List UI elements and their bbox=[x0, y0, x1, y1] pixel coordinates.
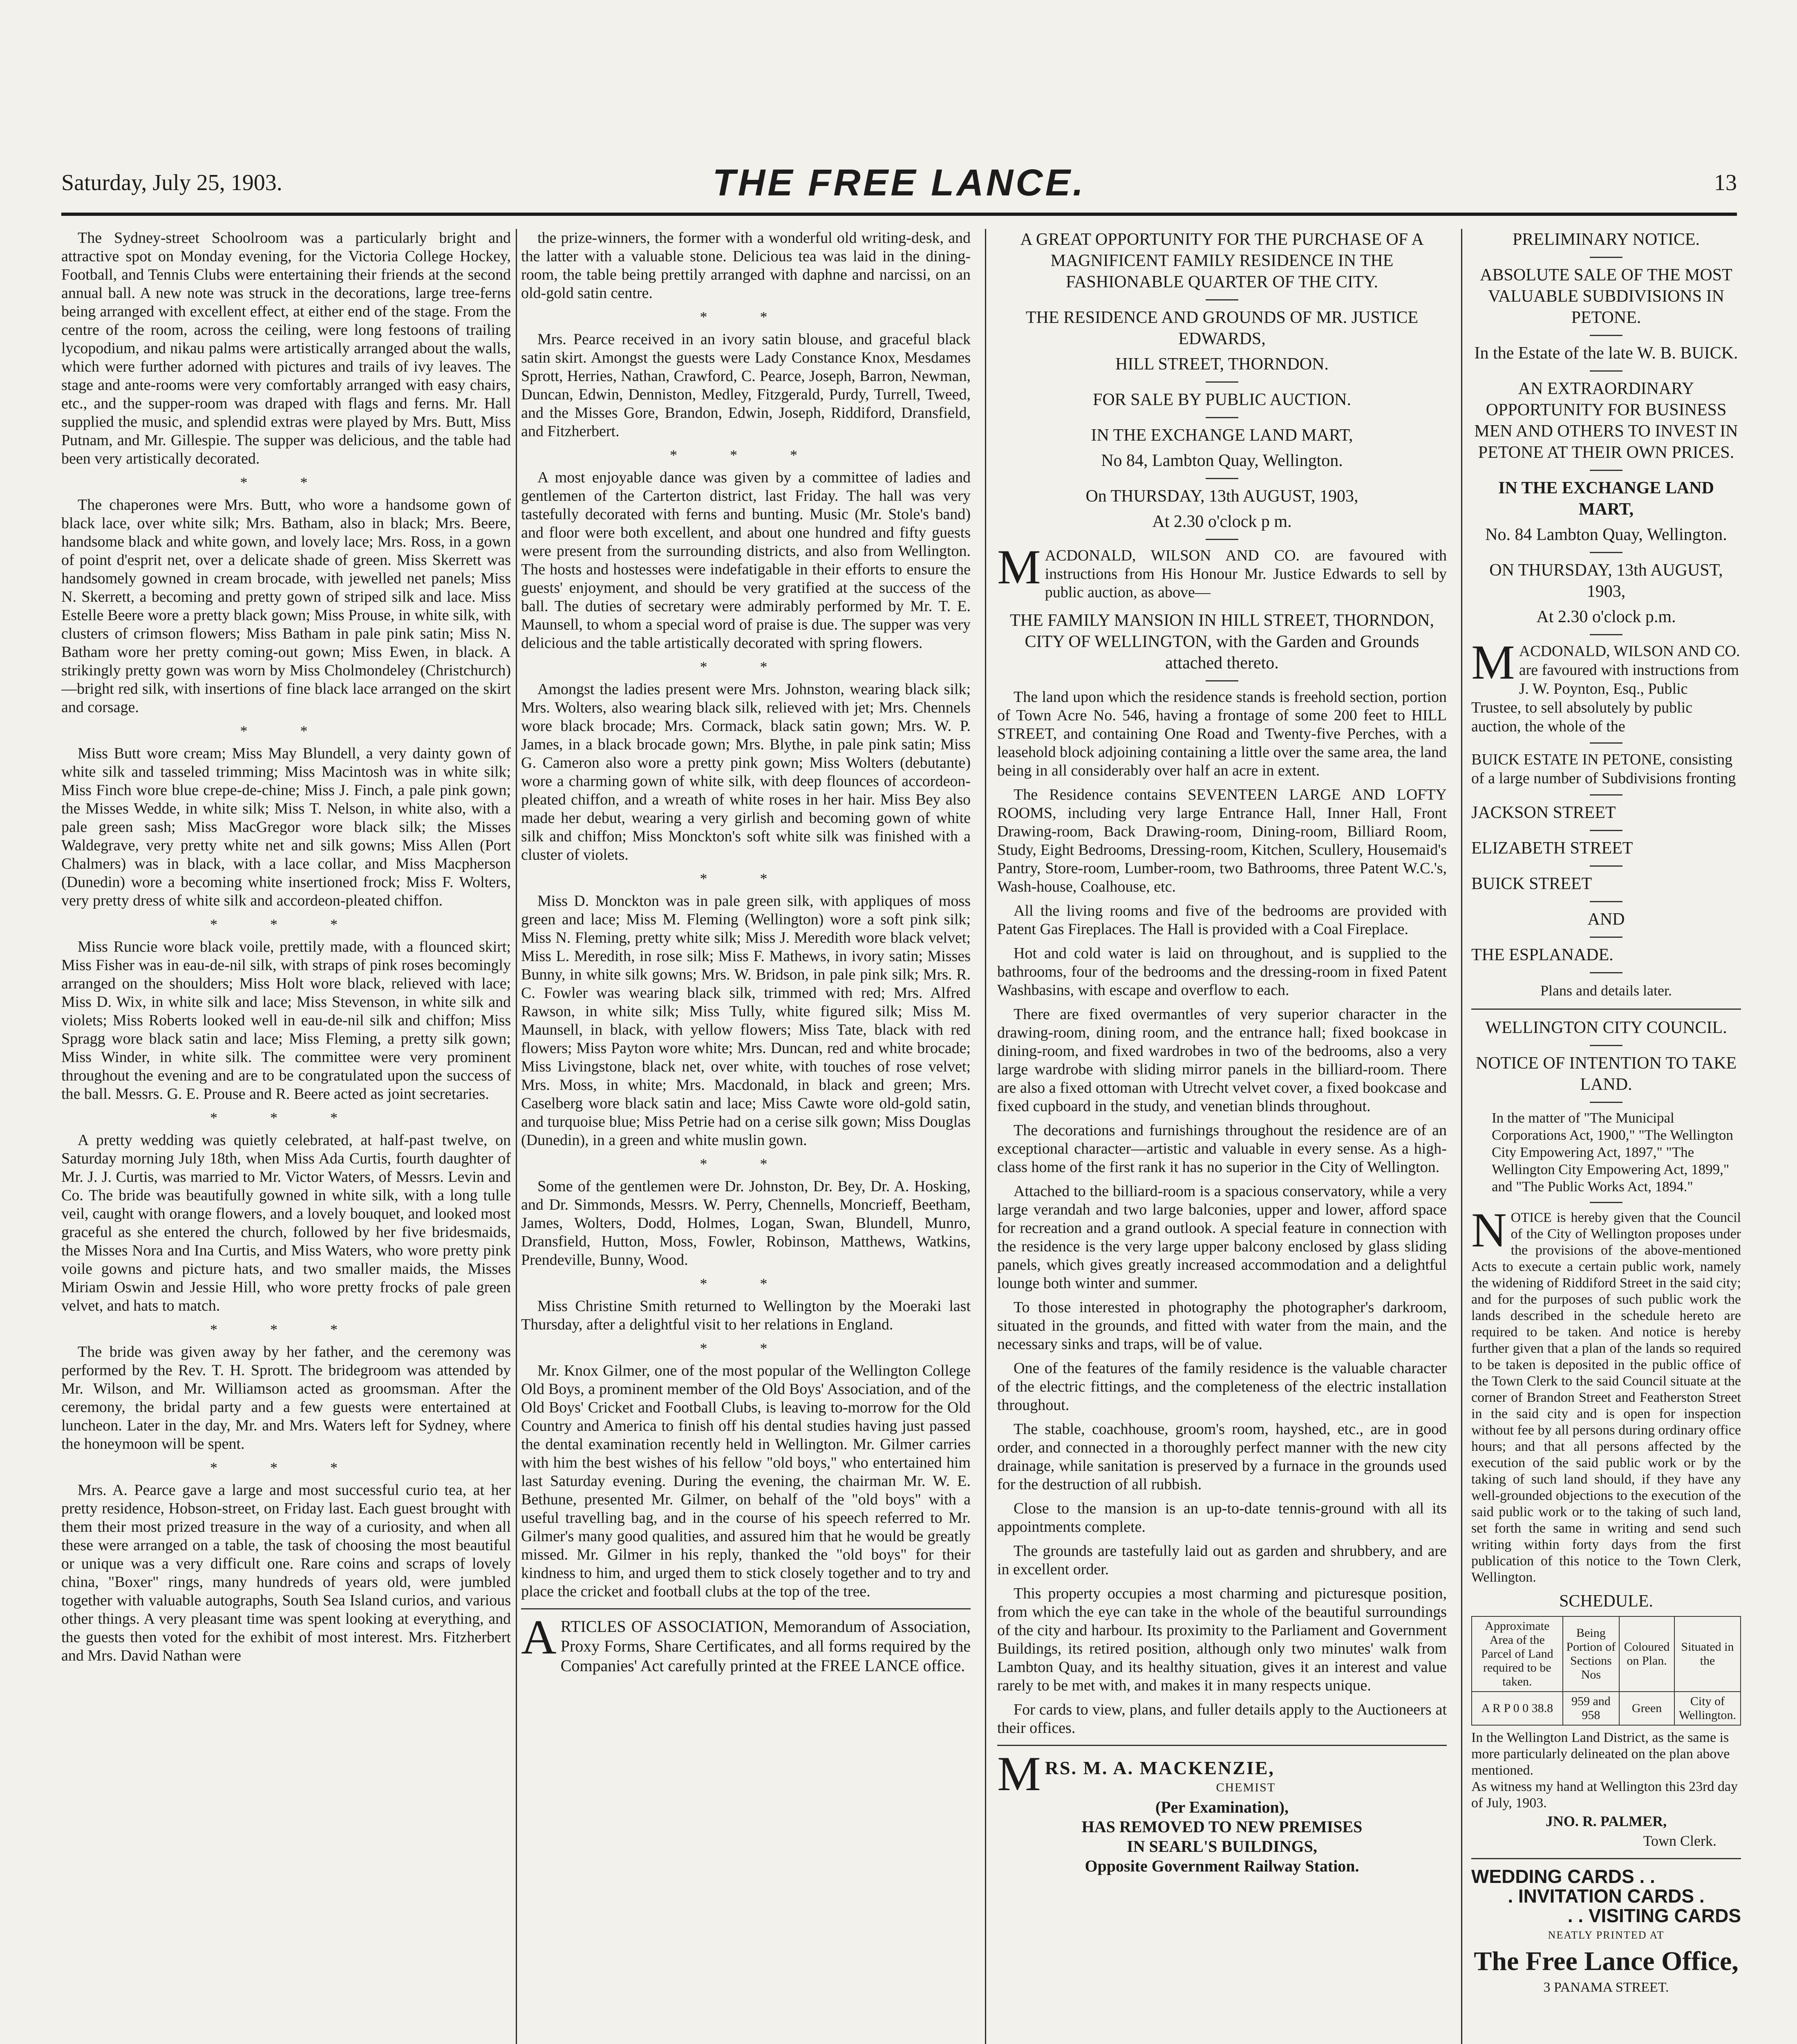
sale-time: At 2.30 o'clock p.m. bbox=[1536, 607, 1676, 626]
auction-paragraph: One of the features of the family residence is the valuable character of the electric fittings, and the completeness of the electric installation throughout. bbox=[997, 1360, 1447, 1414]
masthead bbox=[61, 161, 1737, 206]
chemist-name: RS. M. A. MACKENZIE, bbox=[1045, 1757, 1275, 1778]
chemist-building: IN SEARL'S BUILDINGS, bbox=[1127, 1837, 1317, 1856]
opportunity: AN EXTRAORDINARY OPPORTUNITY FOR BUSINESS MEN AND OTHERS TO INVEST IN PETONE AT THEIR OWN PRICES. bbox=[1474, 379, 1738, 462]
wedding-cards: WEDDING CARDS . . bbox=[1471, 1866, 1655, 1887]
column-divider bbox=[985, 229, 986, 2044]
article-paragraph: Mr. Knox Gilmer, one of the most popular of the Wellington College Old Boys, a prominent member of the Old Boys' Association, and of the Old Boys' Cricket and Football Clubs, is leaving to-morrow for the Old Country and America to finish off his dental studies having just passed the dental examination recently held in Wellington. Mr. Gilmer carries with him the best wishes of his fellow "old boys," who entertained him last Saturday evening. During the evening, the chairman Mr. W. E. Bethune, presented Mr. Gilmer, on behalf of the "old boys" with a useful travelling bag, and in the course of his speech referred to Mr. Gilmer's many good qualities, and assured him that he would be greatly missed. Mr. Gilmer in his reply, thanked the "old boys" for their kindness to him, and urged them to stick closely together and to try and place the cricket and football clubs at the top of the tree. bbox=[521, 1362, 971, 1600]
auction-paragraph: The grounds are tastefully laid out as garden and shrubbery, and are in excellent order. bbox=[997, 1542, 1447, 1578]
chemist-role: CHEMIST bbox=[1216, 1781, 1276, 1794]
table-header: Being Portion of Sections Nos bbox=[1563, 1616, 1620, 1692]
section-separator: * * * bbox=[210, 1459, 362, 1476]
notice-text: OTICE is hereby given that the Council of the City of Wellington proposes under the provisions of the above-mentioned Acts to execute a certain public work, namely the widening of Riddiford Street in the said city; and for the purposes of such public work the lands described in the schedule hereto are required to be taken. And notice is hereby further given that a plan of the lands so required to be taken is deposited in the public office of the Town Clerk to the said Council situate at the corner of Brandon Street and Featherston Street in the said city and is open for inspection without fee by all persons during ordinary office hours; and that all persons affected by the execution of the said public work or by the taking of such land should, if they have any well-grounded objections to the execution of the said public work or to the taking of such land, set forth the same in writing and send such writing within forty days from the first publication of this notice to the Town Clerk, Wellington. bbox=[1471, 1210, 1741, 1585]
acts-matter: In the matter of "The Municipal Corporations Act, 1900," "The Wellington City Empowering Act, 1897," "The Wellington City Empowering Act, 1899," and "The Public Works Act, 1894." bbox=[1492, 1110, 1733, 1195]
article-paragraph: The Sydney-street Schoolroom was a particularly bright and attractive spot on Monday evening, for the Victoria College Hockey, Football, and Tennis Clubs were entertaining their friends at the second annual ball. A new note was struck in the decorations, large tree-ferns being arranged with excellent effect, at either end of the stage. From the centre of the room, across the ceiling, were long festoons of trailing lycopodium, and nikau palms were artistically arranged about the walls, which were further adorned with pictures and trails of ivy leaves. The stage and ante-rooms were very comfortably arranged with easy chairs, etc., and the supper-room was draped with flags and ferns. Mr. Hall supplied the music, and splendid extras were played by Mrs. Butt, Miss Putnam, and Mr. Gillespie. The supper was delicious, and the table had been very artistically decorated. bbox=[61, 229, 511, 467]
intro-text: ACDONALD, WILSON AND CO. are favoured with instructions from His Honour Mr. Justice Edwards to sell by public auction, as above— bbox=[1045, 547, 1447, 601]
column-divider bbox=[1461, 229, 1462, 2044]
table-header: Approximate Area of the Parcel of Land required to be taken. bbox=[1472, 1616, 1563, 1692]
street-item: BUICK STREET bbox=[1471, 874, 1592, 893]
table-cell: A R P 0 0 38.8 bbox=[1472, 1692, 1563, 1725]
newspaper-title: THE FREE LANCE. bbox=[712, 162, 1086, 204]
auction-address: No 84, Lambton Quay, Wellington. bbox=[1101, 451, 1343, 470]
column-divider bbox=[516, 229, 517, 2044]
dash bbox=[1206, 299, 1238, 300]
auction-date: On THURSDAY, 13th AUGUST, 1903, bbox=[1085, 487, 1358, 506]
article-paragraph: Miss Butt wore cream; Miss May Blundell, a very dainty gown of white silk and tasseled trimming; Miss Macintosh was in white silk; Miss Finch wore blue crepe-de-chine; Miss J. Finch, a pale pink gown; the Misses Wedde, in white silk; Miss T. Nelson, in white also, with a pale green sash; Miss MacGregor wore black silk; the Misses Waldegrave, very pretty white net and silk gowns; Miss Allen (Port Chalmers) was in black, with a lace collar, and Miss Macpherson (Dunedin) wore a becoming white insertioned frock; Miss F. Wolters, very pretty dress of white silk and accordeon-pleated chiffon. bbox=[61, 745, 511, 909]
auction-subhead: THE RESIDENCE AND GROUNDS OF MR. JUSTICE EDWARDS, bbox=[1025, 308, 1419, 348]
auction-street: HILL STREET, THORNDON. bbox=[1115, 355, 1329, 374]
visiting-cards: . . VISITING CARDS bbox=[1567, 1905, 1741, 1926]
table-cell: 959 and 958 bbox=[1563, 1692, 1620, 1725]
invitation-cards: . INVITATION CARDS . bbox=[1508, 1885, 1705, 1907]
article-paragraph: Mrs. Pearce received in an ivory satin blouse, and graceful black satin skirt. Amongst the guests were Lady Constance Knox, Mesdames Sprott, Herries, Nathan, Crawford, C. Pearce, Joseph, Barron, Newman, Duncan, Edwin, Denniston, Medley, Fitzgerald, Purdy, Turrell, Tweed, and the Misses Gore, Brandon, Edwin, Joseph, Riddiford, Dransfield, and Fitzherbert. bbox=[521, 331, 971, 440]
drop-cap: M bbox=[997, 1746, 1041, 1801]
street-item: JACKSON STREET bbox=[1471, 803, 1616, 822]
dash bbox=[1590, 257, 1622, 258]
buick-estate: BUICK ESTATE IN PETONE, consisting of a large number of Subdivisions fronting bbox=[1471, 751, 1736, 787]
notice-body bbox=[1471, 1203, 1741, 1586]
ad-rule bbox=[997, 1745, 1447, 1746]
dash bbox=[1590, 742, 1622, 744]
dash bbox=[1590, 634, 1622, 635]
dash bbox=[1590, 370, 1622, 372]
auction-intro bbox=[997, 540, 1447, 602]
schedule-footnote: In the Wellington Land District, as the same is more particularly delineated on the plan above mentioned. bbox=[1471, 1730, 1730, 1778]
society-column-1 bbox=[61, 229, 511, 2044]
dash bbox=[1590, 552, 1622, 553]
article-paragraph: The bride was given away by her father, and the ceremony was performed by the Rev. T. H. Sprott. The bridegroom was attended by Mr. Wilson, and Mr. Williamson acted as groomsman. After the ceremony, the bridal party and a few guests were entertained at luncheon. Later in the day, Mr. and Mrs. Waters left for Sydney, where the honeymoon will be spent. bbox=[61, 1343, 511, 1452]
dash bbox=[1206, 417, 1238, 418]
dash bbox=[1590, 937, 1622, 938]
dash bbox=[1590, 830, 1622, 831]
auction-time: At 2.30 o'clock p m. bbox=[1152, 512, 1292, 531]
witness-line: As witness my hand at Wellington this 23rd day of July, 1903. bbox=[1471, 1779, 1738, 1811]
section-separator: * * bbox=[700, 1340, 792, 1356]
notices-column bbox=[1471, 229, 1741, 2044]
auction-paragraph: There are fixed overmantles of very superior character in the drawing-room, dining room, and the entrance hall; fixed bookcase in dining-room, and fixed wardrobes in two of the bedrooms, also a very large wardrobe with sliding mirror panels in the billiard-room. There are also a fixed ottoman with Utrecht velvet cover, a fixed bookcase and fixed cupboard in the study, and venetian blinds throughout. bbox=[997, 1006, 1447, 1115]
table-header: Coloured on Plan. bbox=[1619, 1616, 1674, 1692]
signer-title: Town Clerk. bbox=[1643, 1833, 1716, 1849]
dash bbox=[1590, 470, 1622, 471]
absolute-sale: ABSOLUTE SALE OF THE MOST VALUABLE SUBDIVISIONS IN PETONE. bbox=[1480, 266, 1732, 327]
auction-paragraph: This property occupies a most charming and picturesque position, from which the eye can take in the whole of the beautiful surroundings of the city and harbour. Its proximity to the Parliament and Government Buildings, its retired position, although only two minutes' walk from Lambton Quay, and its healthy situation, gives it an interest and value rarely to be met with, and makes it in many respects unique. bbox=[997, 1585, 1447, 1694]
auction-paragraph: To those interested in photography the photographer's darkroom, situated in the grounds, and fitted with water from the main, and the necessary sinks and traps, will be of value. bbox=[997, 1299, 1447, 1353]
schedule-title: SCHEDULE. bbox=[1559, 1592, 1653, 1611]
article-paragraph: Some of the gentlemen were Dr. Johnston, Dr. Bey, Dr. A. Hosking, and Dr. Simmonds, Messrs. W. Perry, Chennells, Moncrieff, Beetham, James, Wolters, Dodd, Holmes, Logan, Swan, Blundell, Munro, Dransfield, Hutton, Moss, Fowler, Robinson, Matthews, Watkins, Prendeville, Bunny, Wood. bbox=[521, 1178, 971, 1269]
ad-rule bbox=[1471, 1858, 1741, 1859]
article-paragraph: the prize-winners, the former with a wonderful old writing-desk, and the latter with a valuable stone. Delicious tea was laid in the dining-room, the table being prettily arranged with daphne and narcissi, on an old-gold satin centre. bbox=[521, 229, 971, 302]
dash bbox=[1590, 1102, 1622, 1103]
article-paragraph: Miss Runcie wore black voile, prettily made, with a flounced skirt; Miss Fisher was in eau-de-nil silk, with straps of pink roses becomingly arranged on the shoulders; Miss Holt wore black, relieved with lace; Miss D. Wix, in white silk and lace; Miss Stevenson, in white silk and violets; Miss Roberts looked well in eau-de-nil silk and chiffon; Miss Spragg wore black satin and lace; Miss Fleming, a pretty silk gown; Miss Winder, in white silk. The committee were very prominent throughout the evening and are to be congratulated upon the success of the ball. Messrs. G. E. Prouse and R. Beere acted as joint secretaries. bbox=[61, 938, 511, 1103]
table-cell: City of Wellington. bbox=[1674, 1692, 1741, 1725]
chemist-opposite: Opposite Government Railway Station. bbox=[1085, 1857, 1359, 1875]
notice-heading: NOTICE OF INTENTION TO TAKE LAND. bbox=[1475, 1054, 1737, 1094]
article-paragraph: Amongst the ladies present were Mrs. Johnston, wearing black silk; Mrs. Wolters, also wearing black silk, relieved with jet; Mrs. Chennels wore black brocade; Mrs. Cormack, black satin gown; Mrs. W. P. James, in a black brocade gown; Mrs. Blythe, in pale pink satin; Miss G. Cameron also wore a pretty pink gown; Miss Wolters (debutante) wore a charming gown of white silk, with deep flounces of accordeon-pleated chiffon, and a wreath of white roses in her hair. Miss Bey also made her debut, wearing a very girlish and becoming gown of white silk and chiffon; Miss Monckton's soft white silk was finished with a cluster of violets. bbox=[521, 681, 971, 863]
free-lance-office: The Free Lance Office, bbox=[1474, 1946, 1739, 1976]
signer-name: JNO. R. PALMER, bbox=[1545, 1813, 1667, 1829]
mansion-heading: THE FAMILY MANSION IN HILL STREET, THORNDON, CITY OF WELLINGTON, with the Garden and Grounds attached thereto. bbox=[1010, 611, 1434, 672]
mackenzie-ad bbox=[997, 1746, 1447, 1876]
drop-cap: M bbox=[997, 540, 1041, 594]
section-separator: * * bbox=[700, 309, 792, 325]
ad-rule bbox=[521, 1608, 971, 1609]
page-number: 13 bbox=[1714, 170, 1737, 195]
auction-paragraph: The decorations and furnishings throughout the residence are of an exceptional character—artistic and valuable in every sense. As a high-class home of the first rank it has no superior in the City of Wellington. bbox=[997, 1122, 1447, 1176]
auction-venue: IN THE EXCHANGE LAND MART, bbox=[1091, 426, 1353, 445]
auction-column bbox=[997, 229, 1447, 2044]
preliminary-notice: PRELIMINARY NOTICE. bbox=[1512, 230, 1700, 249]
auction-paragraph: The stable, coachhouse, groom's room, hayshed, etc., are in good order, and connected in a thoroughly perfect manner with the new city drainage, while sanitation is preserved by a furnace in the grounds used for the destruction of all rubbish. bbox=[997, 1421, 1447, 1493]
dash bbox=[1590, 335, 1622, 336]
sale-date: ON THURSDAY, 13th AUGUST, 1903, bbox=[1489, 561, 1723, 601]
land-mart: IN THE EXCHANGE LAND MART, bbox=[1498, 479, 1714, 519]
street-item: THE ESPLANADE. bbox=[1471, 946, 1613, 964]
section-separator: * * * bbox=[210, 1109, 362, 1126]
dash bbox=[1590, 794, 1622, 796]
intro-text: ACDONALD, WILSON AND CO. are favoured with instructions from J. W. Poynton, Esq., Public Trustee, to sell absolutely by public auction, the whole of the bbox=[1471, 643, 1740, 735]
dash bbox=[1206, 539, 1238, 540]
article-paragraph: The chaperones were Mrs. Butt, who wore a handsome gown of black lace, over white silk; Mrs. Batham, also in black; Mrs. Beere, handsome black and white gown, and lovely lace; Mrs. Ross, in a gown of point d'esprit net, over a delicate shade of green. Miss Skerrett was handsomely gowned in cream brocade, with jewelled net panels; Miss N. Skerrett, a becoming and pretty gown of striped silk and lace. Miss Estelle Beere wore a pretty black gown; Miss Prouse, in white silk, with clusters of crimson flowers; Miss Batham in pale pink satin; Miss N. Batham wore her pretty coming-out gown; Miss Ewen, in black. A strikingly pretty gown was worn by Miss Cholmondeley (Christchurch)—bright red silk, with insertions of fine black lace arranged on the skirt and corsage. bbox=[61, 496, 511, 716]
section-separator: * * bbox=[700, 1275, 792, 1292]
article-paragraph: Mrs. A. Pearce gave a large and most successful curio tea, at her pretty residence, Hobson-street, on Friday last. Each guest brought with them their most prized treasure in the way of a curiosity, and when all these were arranged on a table, the task of choosing the most beautiful or unique was a very difficult one. Rare coins and scraps of lovely china, "Boxer" rings, many hundreds of years old, were jumbled together with valuable autographs, South Sea Island curios, and various other things. A very pleasant time was spent looking at everything, and the guests then voted for the exhibit of most interest. Mrs. Fitzherbert and Mrs. David Nathan were bbox=[61, 1481, 511, 1664]
section-separator: * * bbox=[700, 870, 792, 887]
ad-rule bbox=[1471, 1009, 1741, 1010]
street-item: ELIZABETH STREET bbox=[1471, 839, 1633, 858]
dash bbox=[1590, 1045, 1622, 1046]
auction-sale-type: FOR SALE BY PUBLIC AUCTION. bbox=[1092, 390, 1351, 409]
auction-paragraph: Attached to the billiard-room is a spacious conservatory, while a very large verandah and two large balconies, upper and lower, afford space for recreation and a grand outlook. A special feature in connection with the residence is the very large upper balcony enclosed by glass sliding panels, which gives greatly increased accommodation and a delightful lounge both winter and summer. bbox=[997, 1183, 1447, 1292]
auction-paragraph: The Residence contains SEVENTEEN LARGE AND LOFTY ROOMS, including very large Entrance Hall, Inner Hall, Front Drawing-room, Back Drawing-room, Dining-room, Billiard Room, Study, Eight Bedrooms, Dressing-room, Kitchen, Scullery, Housemaid's Pantry, Store-room, Lumber-room, two Bathrooms, three Patent W.C.'s, Wash-house, Coalhouse, etc. bbox=[997, 786, 1447, 895]
section-separator: * * * bbox=[670, 447, 822, 463]
dash bbox=[1206, 381, 1238, 383]
council-heading: WELLINGTON CITY COUNCIL. bbox=[1485, 1018, 1727, 1037]
dash bbox=[1590, 901, 1622, 902]
dash bbox=[1206, 680, 1238, 681]
dash bbox=[1590, 865, 1622, 867]
office-address: 3 PANAMA STREET. bbox=[1543, 1980, 1669, 1995]
schedule-table bbox=[1471, 1616, 1741, 1726]
drop-cap: M bbox=[1471, 635, 1515, 689]
drop-cap: A bbox=[521, 1610, 557, 1664]
articles-of-association-ad bbox=[521, 1610, 971, 1676]
table-row bbox=[1472, 1616, 1741, 1692]
section-separator: * * * bbox=[210, 1321, 362, 1338]
auction-paragraph: Hot and cold water is laid on throughout, and is supplied to the bathrooms, four of the bedrooms and the dressing-room in fixed Patent Washbasins, with escape and overflow to each. bbox=[997, 945, 1447, 999]
estate-line: In the Estate of the late W. B. BUICK. bbox=[1474, 344, 1738, 363]
dash bbox=[1590, 1202, 1622, 1203]
auction-paragraph: All the living rooms and five of the bedrooms are provided with Patent Gas Fireplaces. The Hall is provided with a Coal Fireplace. bbox=[997, 902, 1447, 938]
chemist-exam: (Per Examination), bbox=[1155, 1798, 1289, 1816]
section-separator: * * bbox=[700, 1156, 792, 1172]
auction-headline: A GREAT OPPORTUNITY FOR THE PURCHASE OF A MAGNIFICENT FAMILY RESIDENCE IN THE FASHIONABLE QUARTER OF THE CITY. bbox=[1020, 230, 1424, 291]
street-item: AND bbox=[1587, 910, 1625, 929]
land-mart-address: No. 84 Lambton Quay, Wellington. bbox=[1485, 525, 1727, 544]
article-paragraph: A pretty wedding was quietly celebrated, at half-past twelve, on Saturday morning July 18th, when Miss Ada Curtis, fourth daughter of Mr. J. J. Curtis, was married to Mr. Victor Waters, of Messrs. Levin and Co. The bride was beautifully gowned in white silk, with a long tulle veil, caught with orange flowers, and a lovely bouquet, and looked most graceful as she entered the church, followed by her five bridesmaids, the Misses Nora and Ina Curtis, and Miss Waters, who wore pretty pink voile gowns and picture hats, and two smaller maids, the Misses Miriam Oswin and Jessie Hill, who wore pretty frocks of pale green velvet, and hats to match. bbox=[61, 1132, 511, 1314]
plans-later: Plans and details later. bbox=[1540, 982, 1672, 999]
petone-intro bbox=[1471, 635, 1741, 736]
neatly-printed: NEATLY PRINTED AT bbox=[1548, 1929, 1665, 1941]
section-separator: * * bbox=[240, 723, 332, 739]
society-column-2 bbox=[521, 229, 971, 2044]
article-paragraph: Miss Christine Smith returned to Wellington by the Moeraki last Thursday, after a delightful visit to her relations in England. bbox=[521, 1298, 971, 1333]
table-row bbox=[1472, 1692, 1741, 1725]
chemist-removed: HAS REMOVED TO NEW PREMISES bbox=[1081, 1818, 1363, 1836]
table-header: Situated in the bbox=[1674, 1616, 1741, 1692]
issue-date: Saturday, July 25, 1903. bbox=[61, 170, 282, 195]
auction-paragraph: For cards to view, plans, and fuller details apply to the Auctioneers at their offices. bbox=[997, 1701, 1447, 1737]
section-separator: * * * bbox=[210, 916, 362, 932]
section-separator: * * bbox=[240, 474, 332, 491]
auction-paragraph: Close to the mansion is an up-to-date tennis-ground with all its appointments complete. bbox=[997, 1500, 1447, 1535]
dash bbox=[1590, 972, 1622, 973]
auction-paragraph: The land upon which the residence stands is freehold section, portion of Town Acre No. 546, having a frontage of some 200 feet to HILL STREET, and containing One Road and Twenty-five Perches, with a leasehold block adjoining containing a little over the same area, the land being in all considerably over half an acre in extent. bbox=[997, 688, 1447, 779]
table-cell: Green bbox=[1619, 1692, 1674, 1725]
masthead-rule bbox=[61, 213, 1737, 216]
dash bbox=[1206, 478, 1238, 479]
section-separator: * * bbox=[700, 659, 792, 675]
article-paragraph: A most enjoyable dance was given by a committee of ladies and gentlemen of the Carterton district, last Friday. The hall was very tastefully decorated with ferns and bunting. Music (Mr. Stole's band) and floor were both excellent, and about one hundred and fifty guests were present from the surrounding districts, and also from Wellington. The hosts and hostesses were indefatigable in their efforts to ensure the guests' enjoyment, and should be very gratified at the success of the ball. The duties of secretary were admirably performed by Mr. T. E. Maunsell, to whom a special word of praise is due. The supper was very delicious and the table artistically decorated with spring flowers. bbox=[521, 469, 971, 652]
drop-cap: N bbox=[1471, 1203, 1507, 1257]
article-paragraph: Miss D. Monckton was in pale green silk, with appliques of moss green and lace; Miss M. Fleming (Wellington) wore a soft pink silk; Miss N. Fleming, pretty white silk; Miss J. Meredith wore black velvet; Miss L. Meredith, in rose silk; Miss F. Mathews, in ivory satin; Misses Bunny, in white silk gowns; Mrs. W. Bridson, in pale pink silk; Mrs. R. C. Fowler was wearing black silk, trimmed with red; Mrs. Alfred Rawson, in white silk; Miss Tully, white figured silk; Miss M. Maunsell, in black, with yellow flowers; Miss Tate, black with red flowers; Miss Payton wore white; Mrs. Duncan, red and white brocade; Miss Livingstone, black net, over white, with touches of rose velvet; Mrs. Moss, in white; Mrs. Macdonald, in black and green; Mrs. Caselberg wore black satin and lace; Miss Cawte wore old-gold satin, and turquoise blue; Miss Petrie had on a cerise silk gown; Miss Douglas (Dunedin), in a green and white muslin gown. bbox=[521, 892, 971, 1149]
ad-text: RTICLES OF ASSOCIATION, Memorandum of Association, Proxy Forms, Share Certificates, and all forms required by the Companies' Act carefully printed at the FREE LANCE office. bbox=[560, 1617, 971, 1675]
